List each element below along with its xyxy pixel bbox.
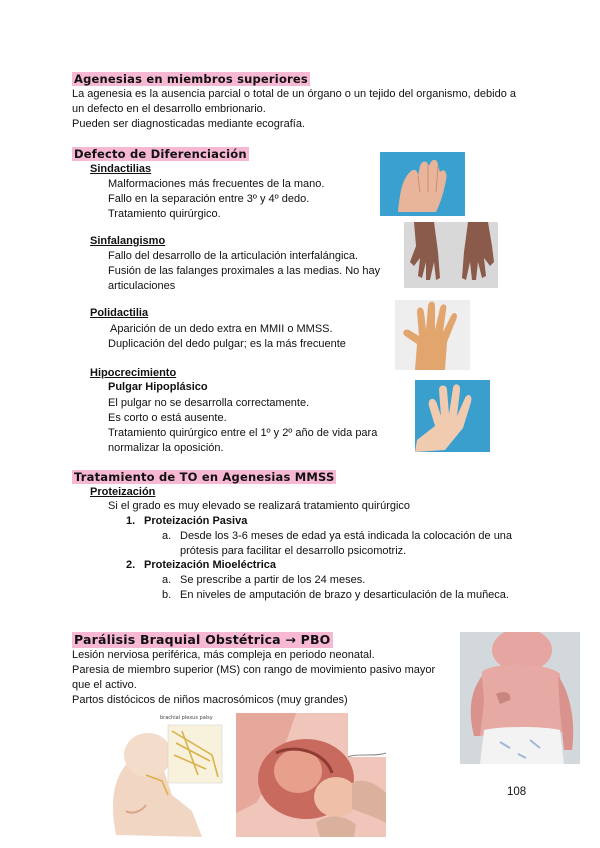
list-number: 2.: [126, 559, 136, 571]
list-marker: b.: [162, 589, 172, 601]
list-item-1: [126, 514, 247, 529]
text-line: Si el grado es muy elevado se realizará tratamiento quirúrgico: [108, 500, 411, 512]
text-line: Desde los 3-6 meses de edad ya está indicada la colocación de una: [180, 530, 513, 542]
text-line: En niveles de amputación de brazo y desarticulación de la muñeca.: [180, 589, 509, 601]
subheading-proteizacion: Proteización: [90, 486, 156, 498]
text-line: Es corto o está ausente.: [108, 412, 227, 424]
illustration-obstetric-delivery: [236, 713, 386, 837]
photo-polidactilia-hand: [395, 300, 470, 370]
text-line: Aparición de un dedo extra en MMII o MMSS.: [110, 323, 333, 335]
text-line: Se prescribe a partir de los 24 meses.: [180, 574, 366, 586]
illustration-brachial-plexus: [102, 715, 228, 837]
text-line: Tratamiento quirúrgico entre el 1º y 2º año de vida para: [108, 427, 378, 439]
list-marker: a.: [162, 530, 172, 542]
list-number: 1.: [126, 515, 136, 527]
list-item-2: [126, 558, 276, 573]
list-marker: a.: [162, 574, 172, 586]
list-item-label: Proteización Mioeléctrica: [144, 559, 277, 571]
paragraph-line: Pueden ser diagnosticadas mediante ecografía.: [72, 118, 305, 130]
subheading-polidactilia: Polidactilia: [90, 307, 149, 319]
text-line: que el activo.: [72, 679, 137, 691]
text-line: El pulgar no se desarrolla correctamente.: [108, 397, 310, 409]
text-line: Partos distócicos de niños macrosómicos (muy grandes): [72, 694, 348, 706]
text-line: Lesión nerviosa periférica, más compleja en periodo neonatal.: [72, 649, 375, 661]
text-line: Paresia de miembro superior (MS) con rango de movimiento pasivo mayor: [72, 664, 436, 676]
list-item-label: Proteización Pasiva: [144, 515, 248, 527]
subheading-sinfalangismo: Sinfalangismo: [90, 235, 166, 247]
text-line: normalizar la oposición.: [108, 442, 224, 454]
text-line: prótesis para facilitar el desarrollo psicomotriz.: [180, 545, 407, 557]
photo-sinfalangismo-hands: [404, 222, 498, 288]
text-line: Fallo del desarrollo de la articulación interfalángica.: [108, 250, 359, 262]
subheading-hipocrecimiento: Hipocrecimiento: [90, 367, 177, 379]
text-line: Duplicación del dedo pulgar; es la más frecuente: [108, 338, 346, 350]
photo-sindactilia-hand: [380, 152, 465, 216]
subheading-sindactilias: Sindactilias: [90, 163, 152, 175]
paragraph-line: La agenesia es la ausencia parcial o total de un órgano o un tejido del organismo, debido a: [72, 88, 516, 100]
photo-pulgar-hipoplasico-hand: [415, 380, 490, 452]
section-title-defecto: Defecto de Diferenciación: [74, 147, 247, 161]
text-line: Fallo en la separación entre 3º y 4º dedo.: [108, 193, 310, 205]
page-number: 108: [507, 786, 527, 798]
text-line: Fusión de las falanges proximales a las medias. No hay: [108, 265, 381, 277]
figure-caption: brachial plexus palsy: [160, 715, 213, 721]
text-line: Tratamiento quirúrgico.: [108, 208, 221, 220]
section-title-agenesias: Agenesias en miembros superiores: [74, 72, 308, 86]
text-line: articulaciones: [108, 280, 176, 292]
paragraph-line: un defecto en el desarrollo embrionario.: [72, 103, 266, 115]
section-title-tratamiento: Tratamiento de TO en Agenesias MMSS: [74, 470, 335, 484]
photo-pbo-baby: [460, 632, 580, 764]
section-title-pbo: Parálisis Braquial Obstétrica → PBO: [74, 632, 331, 647]
subheading-pulgar-hipoplasico: Pulgar Hipoplásico: [108, 381, 208, 393]
text-line: Malformaciones más frecuentes de la mano.: [108, 178, 325, 190]
